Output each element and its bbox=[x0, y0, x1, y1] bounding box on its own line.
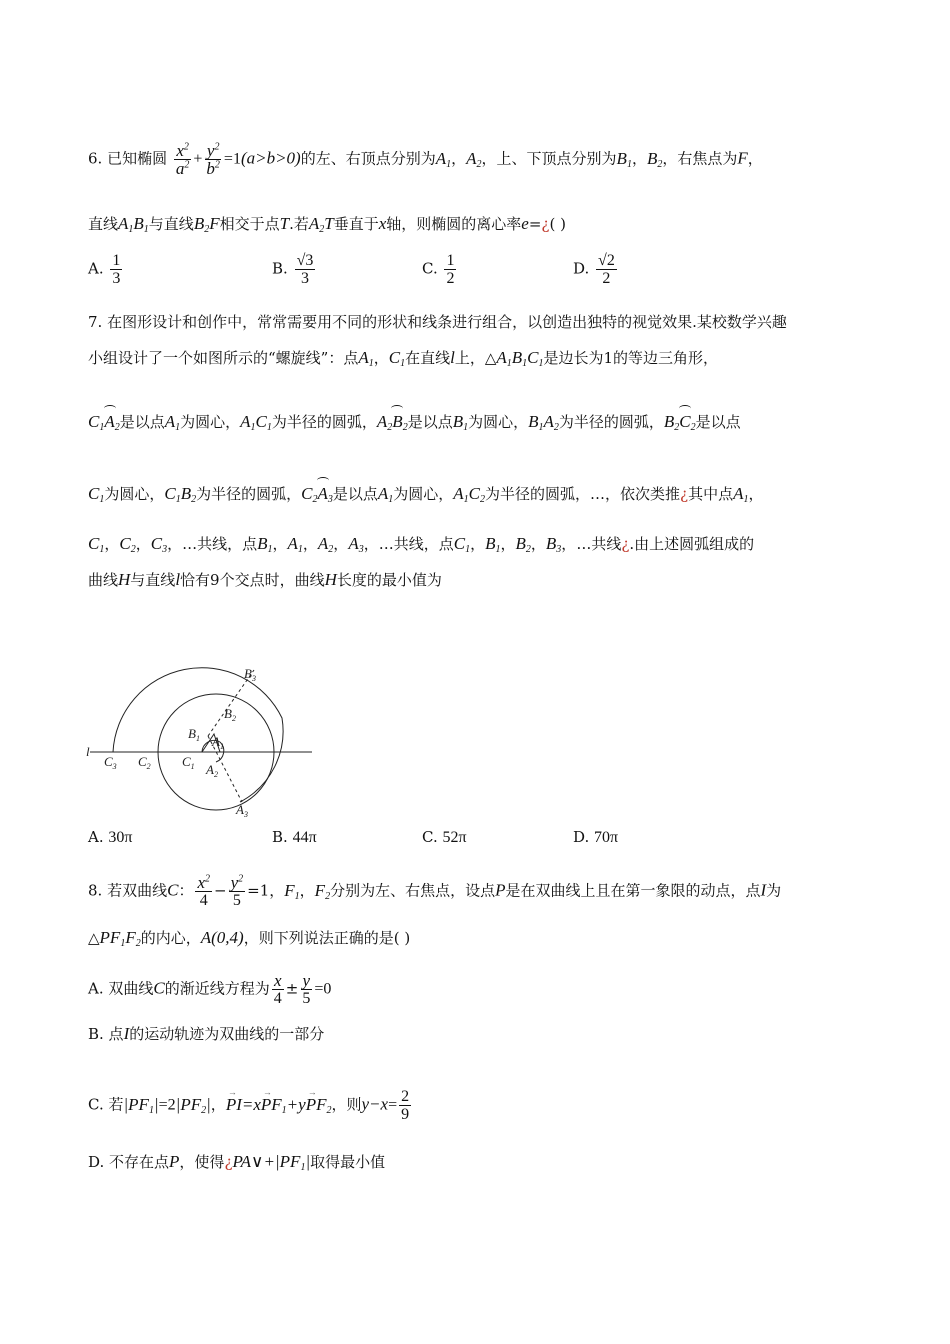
q6-option-c[interactable]: C. $\frac{1}{2}$ bbox=[422, 252, 455, 287]
q6-option-b[interactable]: B. $\frac{√3}{3}$ bbox=[272, 252, 314, 287]
spiral-figure bbox=[82, 662, 322, 822]
fraction: $\frac{x}{4}$ bbox=[273, 971, 282, 1007]
q8-line1: 8. 若双曲线C： $\frac{x^2}{4}$ − $\frac{y^2}{5}$ =1，$F_1$，$F_2$分别为左、右焦点，设点P是在双曲线上且在第一象限的动点，点I为 bbox=[88, 873, 782, 909]
label-a2: $A_2$ bbox=[206, 762, 218, 779]
fraction: $\frac{x^2}{a^2}$ bbox=[175, 141, 190, 178]
q7-line5: $C_1$，$C_2$，$C_3$，…共线，点$B_1$，$A_1$，$A_2$，$A_3$，…共线，点$C_1$，$B_1$，$B_2$，$B_3$，…共线¿.由上述圆弧组成的 bbox=[88, 534, 755, 555]
q7-line4: $C_1$为圆心，$C_1B_2$为半径的圆弧，$C_2A_3$是以点$A_1$为圆心，$A_1C_2$为半径的圆弧，…，依次类推¿其中点$A_1$， bbox=[88, 484, 764, 505]
q7-option-d[interactable]: D. 70π bbox=[573, 828, 619, 846]
label-c3: $C_3$ bbox=[104, 754, 117, 771]
q7-option-b[interactable]: B. 44π bbox=[272, 828, 317, 846]
q6-line1: 6. 已知椭圆 $\frac{x^2}{a^2}$ + $\frac{y^2}{b^2}$ =1(a>b>0)的左、右顶点分别为$A_1$，$A_2$，上、下顶点分别为$B_1$，$B_2$，右焦点为F， bbox=[88, 141, 763, 178]
q8-option-d[interactable]: D. 不存在点P，使得¿$PA\vee+|PF_1|$取得最小值 bbox=[88, 1152, 386, 1173]
q6-option-a[interactable]: A. $\frac{1}{3}$ bbox=[88, 252, 121, 287]
label-l: l bbox=[86, 744, 90, 759]
q7-line1: 7. 在图形设计和创作中，常常需要用不同的形状和线条进行组合，以创造出独特的视觉效果.某校数学兴趣 bbox=[88, 313, 787, 331]
fraction: $\frac{x^2}{4}$ bbox=[197, 873, 211, 909]
q7-line2: 小组设计了一个如图所示的“螺旋线”：点$A_1$，$C_1$在直线l上，$\triangle A_1B_1C_1$是边长为1的等边三角形， bbox=[88, 348, 719, 369]
q8-option-c[interactable]: C. 若$|PF_1|=2|PF_2|$，→ $PI=x\to PF_1+y\to PF_2$，则y−x= $\frac{2}{9}$ bbox=[88, 1088, 413, 1123]
q8-option-b[interactable]: B. 点I的运动轨迹为双曲线的一部分 bbox=[88, 1024, 325, 1043]
label-a1: $A_1$ bbox=[212, 734, 224, 751]
label-c2: $C_2$ bbox=[138, 754, 151, 771]
fraction: $\frac{y}{5}$ bbox=[302, 971, 311, 1007]
label-b2: $B_2$ bbox=[224, 706, 236, 723]
q7-option-c[interactable]: C. 52π bbox=[422, 828, 467, 846]
q6-line2: 直线$A_1B_1$与直线$B_2F$相交于点T.若$A_2T$垂直于x轴，则椭圆的离心率e=¿( ) bbox=[88, 214, 566, 235]
label-b3: $B_3$ bbox=[244, 666, 256, 683]
label-a3: $A_3$ bbox=[236, 802, 248, 819]
q7-option-a[interactable]: A. 30π bbox=[88, 828, 133, 846]
q7-line3: $C_1A_2$是以点$A_1$为圆心，$A_1C_1$为半径的圆弧，$A_2B_2$是以点$B_1$为圆心，$B_1A_2$为半径的圆弧，$B_2C_2$是以点 bbox=[88, 412, 741, 433]
q8-option-a[interactable]: A. 双曲线C的渐近线方程为 $\frac{x}{4}$ ± $\frac{y}{5}$ =0 bbox=[88, 971, 332, 1007]
q7-line6: 曲线H与直线l恰有9个交点时，曲线H长度的最小值为 bbox=[88, 570, 442, 589]
q6-option-d[interactable]: D. $\frac{√2}{2}$ bbox=[573, 252, 615, 287]
fraction: $\frac{y^2}{b^2}$ bbox=[206, 141, 220, 178]
q8-line2: $\triangle PF_1F_2$的内心，A(0,4)，则下列说法正确的是( ) bbox=[88, 928, 411, 949]
fraction: $\frac{2}{9}$ bbox=[401, 1088, 410, 1123]
label-b1: $B_1$ bbox=[188, 726, 200, 743]
label-c1: $C_1$ bbox=[182, 754, 195, 771]
fraction: $\frac{y^2}{5}$ bbox=[230, 873, 244, 909]
